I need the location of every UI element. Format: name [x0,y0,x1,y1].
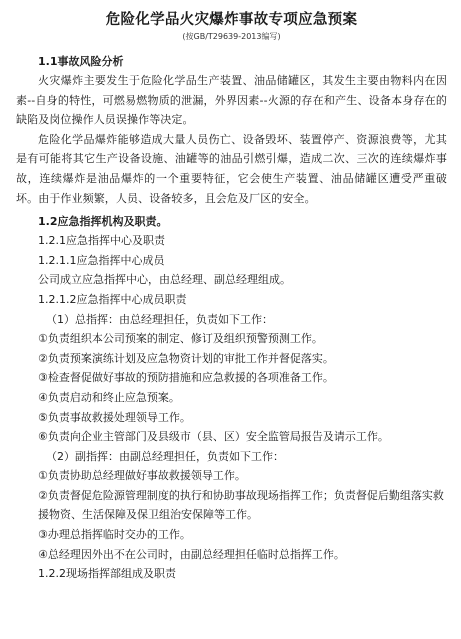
list-item: ⑥负责向企业主管部门及县级市（县、区）安全监管局报告及请示工作。 [38,430,389,444]
paragraph-explosion-effects: 危险化学品爆炸能够造成大量人员伤亡、设备毁坏、装置停产、资源浪费等，尤其是有可能将其它生产设备设施、油罐等的油品引燃引爆，造成二次、三次的连续爆炸事故，连续爆炸是油品爆炸的一个重要特征，它会使生产装置、油品储罐区遭受严重破坏。由于作业频繁，人员、设备较多，且会危及厂区的安全。 [16,132,447,205]
subsection-command-center: 1.2.1应急指挥中心及职责 [38,234,165,248]
paragraph-fire-causes: 火灾爆炸主要发生于危险化学品生产装置、油品储罐区，其发生主要由物料内在因素--自身的特性，可燃易燃物质的泄漏，外界因素--火源的存在和产生、设备本身存在的缺陷及岗位操作人员误操作等决定。 [16,74,447,127]
list-item: ③办理总指挥临时交办的工作。 [38,528,191,542]
document-title: 危险化学品火灾爆炸事故专项应急预案 [105,12,358,28]
list-item: ⑤负责事故救援处理领导工作。 [38,410,191,424]
section-heading-command-structure: 1.2应急指挥机构及职责。 [38,215,168,229]
document-subtitle: (按GB/T29639-2013编写) [182,32,281,41]
list-item: ②负责督促危险源管理制度的执行和协助事故现场指挥工作；负责督促后勤组落实救援物资、生活保障及保卫组治安保障等工作。 [38,488,444,522]
list-item: ②负责预案演练计划及应急物资计划的审批工作并督促落实。 [38,351,334,365]
subsection-command-members: 1.2.1.1应急指挥中心成员 [38,253,165,267]
list-item: ④总经理因外出不在公司时，由副总经理担任临时总指挥工作。 [38,547,345,561]
deputy-commander-role: （2）副指挥：由副总经理担任，负责如下工作： [46,449,284,463]
section-heading-risk-analysis: 1.1事故风险分析 [38,55,124,68]
subsection-field-command: 1.2.2现场指挥部组成及职责 [38,567,176,581]
list-item: ①负责组织本公司预案的制定、修订及组织预警预测工作。 [38,332,323,346]
list-item: ④负责启动和终止应急预案。 [38,390,180,404]
list-item: ①负责协助总经理做好事故救援领导工作。 [38,469,246,483]
command-center-composition: 公司成立应急指挥中心，由总经理、副总经理组成。 [38,273,291,287]
subsection-member-duties: 1.2.1.2应急指挥中心成员职责 [38,292,187,306]
list-item: ③检查督促做好事故的预防措施和应急救援的各项准备工作。 [38,371,334,385]
commander-role: （1）总指挥：由总经理担任，负责如下工作： [46,312,273,326]
